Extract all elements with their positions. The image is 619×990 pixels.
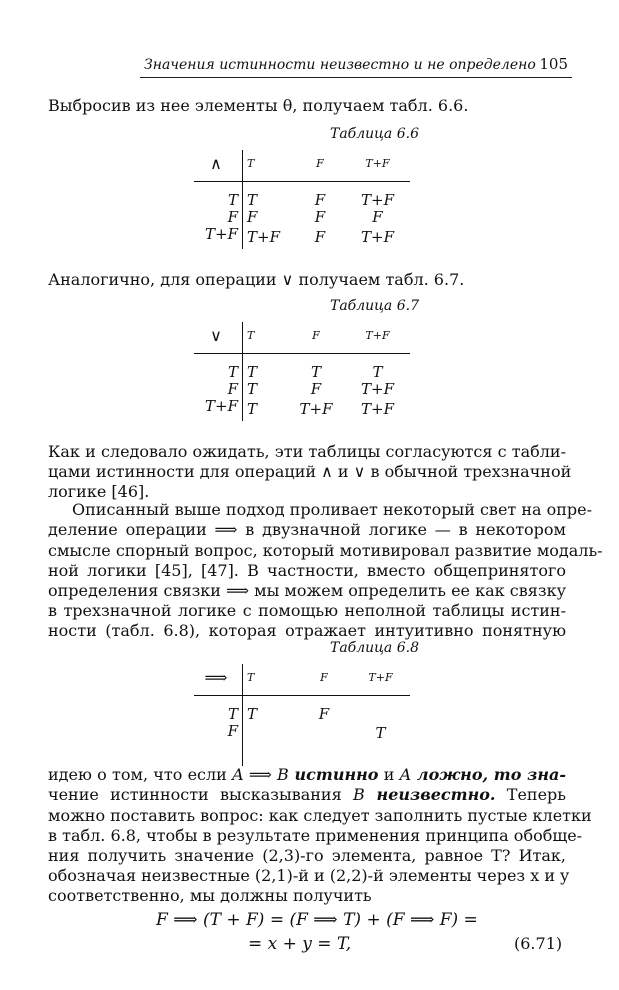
table-header-cell: T (243, 150, 296, 182)
table-cell: T (310, 363, 321, 381)
para1-line: логике [46]. (48, 482, 150, 501)
table-header-cell: T+F (351, 664, 410, 696)
emphasis-span: неизвестно. (364, 785, 496, 804)
running-head (140, 55, 572, 78)
table-6-7-caption: Таблица 6.7 (330, 298, 419, 314)
formula-span: A (399, 765, 412, 784)
table-cell: T (194, 354, 243, 382)
table-6-7 (194, 322, 410, 421)
table-cell: F (247, 208, 258, 226)
table-header-row (194, 150, 410, 182)
table-row (194, 209, 410, 226)
table-header-cell: T+F (345, 150, 410, 182)
table-cell: F (194, 381, 243, 398)
table-6-8 (194, 664, 410, 766)
table-cell: T+F (247, 228, 280, 246)
para3-line (48, 785, 566, 804)
table-cell: F (318, 705, 330, 723)
table-cell: F (314, 228, 326, 246)
table-header-cell: ∧ (194, 150, 243, 182)
intro-line: Выбросив из нее элементы θ, получаем табл. 6.6. (48, 96, 469, 115)
equation-number: (6.71) (514, 934, 563, 953)
page-number: 105 (539, 55, 568, 73)
table-cell: T+F (194, 398, 243, 421)
table-cell: T (247, 380, 258, 398)
table-header-row (194, 322, 410, 354)
running-head-title: Значения истинности неизвестно и не определено (144, 57, 536, 73)
table-header-row (194, 664, 410, 696)
equation-line-2: = x + y = T, (248, 934, 352, 954)
table-cell: T+F (361, 191, 394, 209)
table-header-cell: T (243, 664, 298, 696)
equation-line-1: F ⟹ (T + F) = (F ⟹ T) + (F ⟹ F) = (156, 910, 478, 930)
formula-span: A ⟹ B (232, 765, 289, 784)
table-6-6-caption: Таблица 6.6 (330, 126, 419, 142)
para3-line: можно поставить вопрос: как следует заполнить пустые клетки (48, 806, 592, 825)
emphasis-span: истинно (288, 765, 379, 784)
text-span: Теперь (495, 785, 567, 804)
table-header-cell: T (243, 322, 288, 354)
table-cell: T+F (194, 226, 243, 249)
text-span: и (378, 765, 400, 784)
table-cell: T+F (361, 380, 394, 398)
table-cell: F (314, 208, 326, 226)
table-cell: T (247, 363, 258, 381)
table-cell: T+F (361, 228, 394, 246)
table-6-8-caption: Таблица 6.8 (330, 640, 419, 656)
table-header-cell: F (295, 150, 345, 182)
table-header-cell: T+F (345, 322, 410, 354)
table-cell: F (194, 209, 243, 226)
analog-line: Аналогично, для операции ∨ получаем табл. 6.7. (48, 270, 465, 289)
table-cell: F (310, 380, 322, 398)
para2-line: смысле спорный вопрос, который мотивировал развитие модаль- (48, 541, 603, 560)
para1-line: цами истинности для операций ∧ и ∨ в обычной трехзначной (48, 462, 572, 481)
table-row (194, 723, 410, 766)
table-header-cell: ⟹ (194, 664, 243, 696)
para3-line: соответственно, мы должны получить (48, 886, 372, 905)
table-header-cell: ∨ (194, 322, 243, 354)
para3-line: ния получить значение (2,3)-го элемента, равное T? Итак, (48, 846, 566, 865)
table-cell: T (372, 363, 383, 381)
table-row (194, 696, 410, 724)
table-cell (243, 723, 298, 766)
table-cell: F (372, 208, 383, 226)
emphasis-span: ложно, то зна- (411, 765, 567, 784)
para3-line (48, 765, 566, 784)
para2-line: ной логики [45], [47]. В частности, вместо общепринятого (48, 561, 566, 580)
formula-span: B (352, 785, 365, 804)
table-cell (297, 723, 351, 766)
table-cell: T+F (299, 400, 333, 418)
table-cell: T (247, 705, 258, 723)
para2-line: в трехзначной логике с помощью неполной таблицы истин- (48, 601, 566, 620)
table-cell: T (194, 696, 243, 724)
para2-line: Описанный выше подход проливает некоторый свет на опре- (72, 500, 593, 519)
table-cell: T (247, 191, 258, 209)
table-cell: F (194, 723, 243, 766)
table-cell (351, 696, 410, 724)
table-cell: F (314, 191, 326, 209)
table-row (194, 182, 410, 210)
para2-line: ности (табл. 6.8), которая отражает интуитивно понятную (48, 621, 566, 640)
table-row (194, 354, 410, 382)
text-span: идею о том, что если (48, 765, 233, 784)
table-cell: T+F (361, 400, 394, 418)
table-6-6 (194, 150, 410, 249)
table-row (194, 226, 410, 249)
para2-line: определения связки ⟹ мы можем определить ее как связку (48, 581, 566, 600)
table-cell: T (247, 400, 258, 418)
table-header-cell: F (287, 322, 345, 354)
table-cell: T (375, 724, 386, 742)
para3-line: в табл. 6.8, чтобы в результате применения принципа обобще- (48, 826, 583, 845)
para3-line: обозначая неизвестные (2,1)-й и (2,2)-й элементы через x и y (48, 866, 570, 885)
table-row (194, 381, 410, 398)
table-row (194, 398, 410, 421)
para1-line: Как и следовало ожидать, эти таблицы согласуются с табли- (48, 442, 566, 461)
table-cell: T (194, 182, 243, 210)
table-header-cell: F (297, 664, 351, 696)
text-span: чение истинности высказывания (48, 785, 353, 804)
para2-line: деление операции ⟹ в двузначной логике — в некотором (48, 520, 566, 539)
